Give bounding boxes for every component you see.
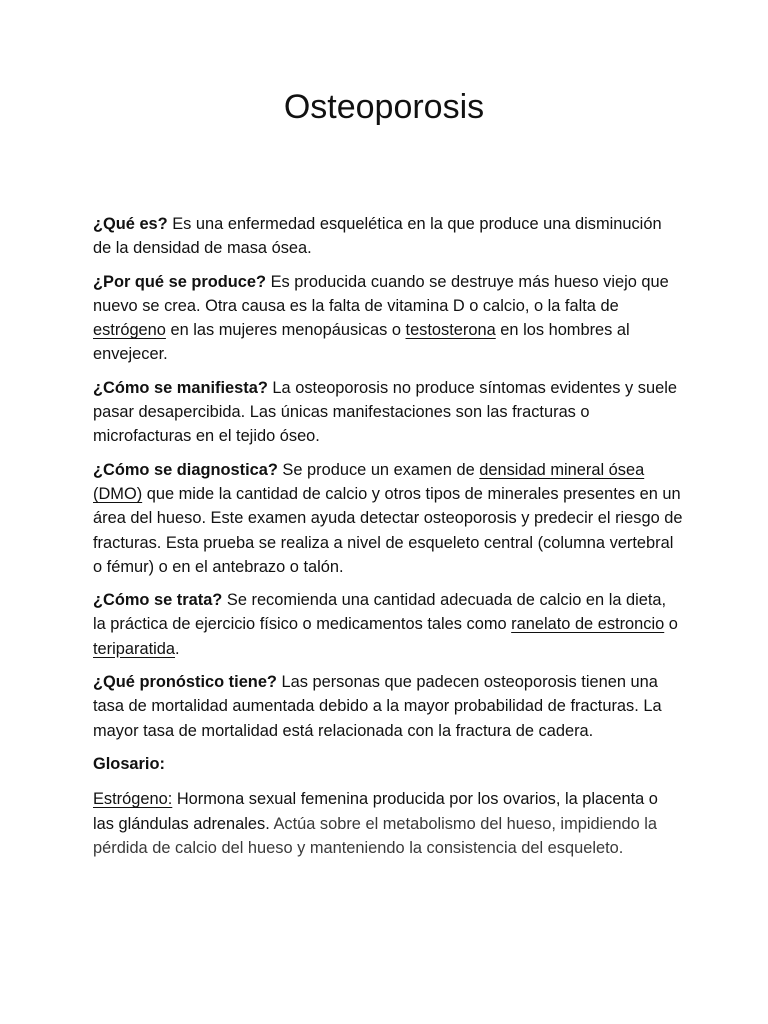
- question-label: ¿Por qué se produce?: [93, 272, 267, 291]
- glossary-entry: [93, 787, 683, 860]
- link-teriparatida[interactable]: teriparatida: [93, 639, 176, 658]
- answer-text: Es una enfermedad esquelética en la que produce una disminución de la densidad de masa ósea.: [93, 215, 662, 258]
- answer-text: en los hombres al envejecer.: [93, 321, 630, 364]
- link-densidad-mineral-osea[interactable]: densidad mineral ósea (DMO): [93, 460, 645, 503]
- answer-text: Las personas que padecen osteoporosis tienen una tasa de mortalidad aumentada debido a la mayor probabilidad de fracturas. La mayor tasa de mortalidad está relacionada con la fractura de cadera.: [93, 673, 662, 740]
- link-ranelato-de-estroncio[interactable]: ranelato de estroncio: [511, 615, 665, 634]
- section-como-manifiesta: [93, 376, 683, 449]
- section-como-diagnostica: [93, 458, 683, 579]
- answer-text: Se recomienda una cantidad adecuada de calcio en la dieta, la práctica de ejercicio físico o medicamentos tales como: [93, 591, 667, 634]
- link-testosterona[interactable]: testosterona: [405, 321, 496, 340]
- question-label: ¿Cómo se manifiesta?: [93, 378, 268, 397]
- glossary-term[interactable]: Estrógeno:: [93, 790, 173, 809]
- question-label: ¿Cómo se diagnostica?: [93, 460, 278, 479]
- answer-text: Se produce un examen de: [277, 460, 480, 479]
- question-label: ¿Qué es?: [93, 215, 168, 233]
- section-por-que: [93, 270, 683, 367]
- link-estrogeno[interactable]: estrógeno: [93, 321, 166, 340]
- answer-text: La osteoporosis no produce síntomas evidentes y suele pasar desapercibida. Las únicas manifestaciones son las fracturas o microfacturas en el tejido óseo.: [93, 378, 677, 446]
- answer-text: que mide la cantidad de calcio y otros tipos de minerales presentes en un área del hueso. Este examen ayuda detectar osteoporosis y predecir el riesgo de fracturas. Esta prueba se realiza a nivel de esqueleto central (columna vertebral o fémur) o en el antebrazo o talón.: [93, 484, 683, 576]
- answer-text: Es producida cuando se destruye más hueso viejo que nuevo se crea. Otra causa es la falta de vitamina D o calcio, o la falta de: [93, 272, 669, 315]
- page-title: Osteoporosis: [283, 88, 485, 126]
- answer-text: en las mujeres menopáusicas o: [165, 321, 406, 340]
- section-como-trata: [93, 588, 683, 661]
- answer-text: o: [664, 615, 678, 634]
- question-label: ¿Qué pronóstico tiene?: [93, 673, 277, 692]
- section-pronostico: [93, 670, 683, 743]
- glossary-definition: Hormona sexual femenina producida por los ovarios, la placenta o las glándulas adrenales.: [93, 790, 658, 833]
- glossary-definition-continued: Actúa sobre el metabolismo del hueso, impidiendo la pérdida de calcio del hueso y manteniendo la consistencia del esqueleto.: [93, 814, 658, 857]
- question-label: ¿Cómo se trata?: [93, 591, 223, 610]
- document-body: [93, 212, 683, 869]
- answer-text: .: [175, 639, 180, 658]
- section-que-es: [93, 212, 683, 261]
- glossary-heading: Glosario:: [93, 754, 165, 773]
